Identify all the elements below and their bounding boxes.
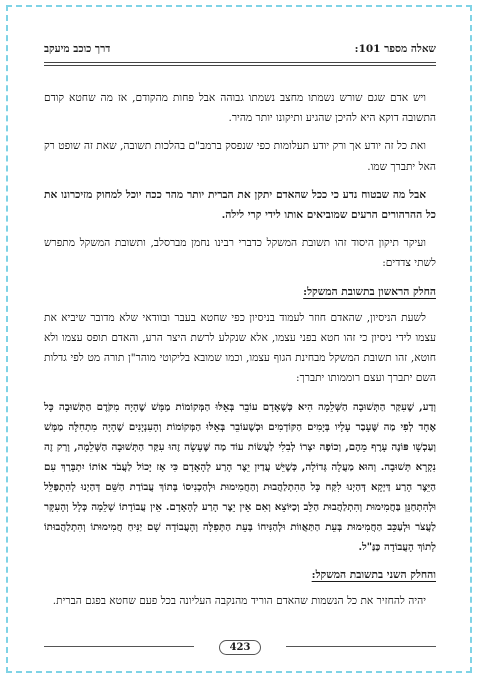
paragraph: ואת כל זה יודע אך ורק יודע תעלומות כפי שנפסק ברמב"ם בהלכות תשובה, שאת זה שופט רק האל יתברך שמו. xyxy=(44,140,436,173)
page-number: 423 xyxy=(219,640,262,655)
page-footer xyxy=(44,636,436,658)
bold-paragraph: אבל מה שבטוח נדע כי ככל שהאדם יתקן את הברית יותר מהר ככה יוכל למחוק מזיכרונו את כל ההרהורים הרעים שמוביאים אותו לידי קרי לילה. xyxy=(44,188,436,222)
footer-rule-right xyxy=(286,646,436,647)
header-rule xyxy=(44,62,436,66)
header-book-title: דרך כוכב מיעקב xyxy=(44,43,111,55)
header-question-number: שאלה מספר 101: xyxy=(354,43,436,55)
document-page xyxy=(44,40,436,658)
paragraph: ויש אדם שגם שורש נשמתו מחצב נשמתו גבוהה אבל פחות מהקודם, אז מה שחטא קודם התשובה דוקא היא להיכן שהגיע ותיקונו יותר מהיר. xyxy=(44,92,436,125)
section-heading-first-part: החלק הראשון בתשובת המשקל: xyxy=(303,285,436,298)
paragraph: לשעת הניסיון, שהאדם חוזר לעמוד בניסיון כפי שחטא בעבר ובוודאי שלא מדובר שיביא את עצמו לידי ניסיון כי זהו חטא בפני עצמו, אלא שנקלע לרשת היצר הרע, והאדם תופס עצמו ולא חוטא, זהו תשובת המשקל מבחינת הגוף עצמו, וכמו שמובא בליקוטי מוהר"ן תורה מט לפי גדלות השם יתברך ועצם רוממותו יתברך: xyxy=(44,311,436,385)
running-header xyxy=(44,40,436,58)
footer-rule-left xyxy=(44,646,194,647)
page-body xyxy=(44,88,436,619)
paragraph: יהיה להחזיר את כל הנשמות שהאדם הוריד מהנקבה העליונה בכל פעם שחטא בפגם הברית. xyxy=(52,594,426,607)
quote-paragraph: וְדַע, שֶׁעִקַּר הַתְּשׁוּבָה הַשְּׁלֵמָה הִיא כְּשֶׁאָדָם עוֹבֵר בְּאֵלּוּ הַמְּקוֹמוֹת מַמָּשׁ שֶׁהָיָה מִקֹּדֶם הַתְּשׁוּבָה כָּל אֶחָד לְפִי מַה שֶּׁעָבַר עָלָיו בְּיָמִים הַקּוֹדְמִים וּכְשֶׁעוֹבֵר בְּאֵלּוּ הַמְּקוֹמוֹת וְהָעִנְיָנִים שֶׁהָיָה מִתְחִלָּה מַמָּשׁ וְעַכְשָׁו פּוֹנֶה עָרֶף מֵהֶם, וְכוֹפֶה יִצְרוֹ לְבִלִי לַעֲשׂוֹת עוֹד מַה שֶּׁעָשָׂה זֶהוּ עִקַּר הַתְּשׁוּבָה הַשְּׁלֵמָה, וְרַק זֶה נִקְרָא תְּשׁוּבָה. וְהוּא מַעֲלָה גְּדוֹלָה, כְּשֶׁיֵּשׁ עֲדַיִן יֵצֶר הָרַע לְהָאָדָם כִּי אָז יָכוֹל לַעֲבֹד אוֹתוֹ יִתְבָּרַךְ עִם הַיֵּצֶר הָרַע דַּיְקָא דְּהַיְנוּ לִקַּח כָּל הַהִתְלַהֲבוּת וְהַחֲמִימוּת וּלְהַכְנִיסוֹ בְּתוֹךְ עֲבוֹדַת הַשֵּׁם דְּהַיְנוּ לְהִתְפַּלֵּל וּלְהִתְחַנֵּן בַּחֲמִימוּת וְהִתְלַהֲבוּת הַלֵּב וְכַיּוֹצֵא וְאִם אֵין יֵצֶר הָרַע לְהָאָדָם. אֵין עֲבוֹדָתוֹ שְׁלֵמָה כְּלָל וְהָעִקָּר לַעֲצֹר וּלְעַכֵּב הַחֲמִימוּת בְּעֵת הַתַּאֲווֹת וּלְהַנִּיחוֹ בְּעֵת הַתְּפִלָּה וְהָעֲבוֹדָה שָׁם יַנִּיחַ חֲמִימוּתוֹ וְהִתְלַהֲבוּתוֹ לְתוֹךְ הָעֲבוֹדָה כַּנַּ"ל. xyxy=(44,400,436,553)
section-heading-second-part: והחלק השני בתשובת המשקל: xyxy=(311,568,436,581)
paragraph: ועיקר תיקון היסוד זהו תשובת המשקל כדברי רבינו נחמן מברסלב, ותשובת המשקל מתפרש לשתי צדדים: xyxy=(44,237,436,270)
